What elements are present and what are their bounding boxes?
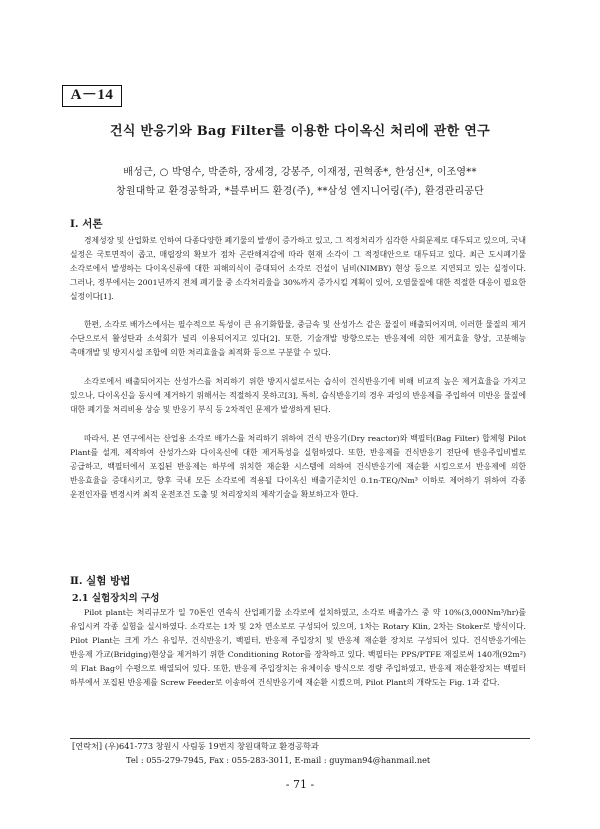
author-list: 배성근, ○ 박영수, 박준하, 장세경, 강봉주, 이재정, 권혁종*, 한성신*, 이조영** <box>123 167 477 178</box>
contact-phone-email: Tel : 055-279-7945, Fax : 055-283-3011, E-mail : guyman94@hanmail.net <box>126 755 431 765</box>
affiliation-list: 창원대학교 환경공학과, *블루버드 환경(주), **삼성 엔지니어링(주), 환경관리공단 <box>115 186 485 197</box>
subsection-heading-apparatus: 2.1 실험장치의 구성 <box>72 593 160 604</box>
intro-paragraph-3: 소각로에서 배출되어지는 산성가스를 처리하기 위한 방지시설로서는 습식이 건식반응기에 비해 비교적 높은 제거효율을 가지고 있으나, 다이옥신을 동시에 제거하기 위해서는 적절하지 못하고[3], 특히, 습식반응기의 경우 과잉의 반응제를 주입하여 미반응 물질에 대한 폐기물 처리비용 상승 및 반응기 부식 등 2차적인 문제가 발생하게 된다. <box>70 377 526 414</box>
section-heading-methods: Ⅱ. 실험 방법 <box>70 575 131 587</box>
page-number: - 71 - <box>285 778 315 791</box>
paper-title: 건식 반응기와 Bag Filter를 이용한 다이옥신 처리에 관한 연구 <box>109 124 491 139</box>
contact-address: [연락처] (우)641-773 창원시 사림동 19번지 창원대학교 환경공학과 <box>72 741 319 751</box>
intro-paragraph-1: 경제성장 및 산업화로 인하여 다종다양한 폐기물의 발생이 증가하고 있고, 그 적정처리가 심각한 사회문제로 대두되고 있으며, 국내 실정은 국토면적이 좁고, 매립장의 확보가 점차 곤란해져감에 따라 현재 소각이 그 적정대안으로 대두되고 있다. 최근 도시폐기물 소각로에서 발생하는 다이옥신류에 대한 피해의식이 증대되어 소각로 건설이 님비(NIMBY) 현상 등으로 지연되고 있는 실정이다. 그러나, 정부에서는 2001년까지 전체 폐기물 중 소각처리율을 30%까지 증가시킬 계획이 있어, 오염물질에 대한 적절한 대응이 필요한 실정이다[1]. <box>70 236 526 301</box>
intro-paragraph-4: 따라서, 본 연구에서는 산업용 소각로 배가스를 처리하기 위하여 건식 반응기(Dry reactor)와 백필터(Bag Filter) 합체형 Pilot Plant를 설계, 제작하여 산성가스와 다이옥신에 대한 제거특성을 실험하였다. 또한, 반응제를 건식반응기 전단에 반응주입비별로 공급하고, 백필터에서 포집된 반응제는 하부에 위치한 재순환 시스템에 의하여 건식반응기에 재순환 시킴으로서 반응제에 의한 반응효율을 증대시키고, 향후 국내 모든 소각로에 적용될 다이옥신 배출기준치인 0.1n-TEQ/Nm³ 이하로 제어하기 위하여 각종 운전인자를 변경시켜 최적 운전조건 도출 및 처리장치의 제작기술을 확보하고자 한다. <box>70 434 526 499</box>
intro-paragraph-2: 한편, 소각로 배가스에서는 필수적으로 독성이 큰 유기화합물, 중금속 및 산성가스 같은 물질이 배출되어지며, 이러한 물질의 제거 수단으로서 활성탄과 소석회가 널리 이용되어지고 있다[2]. 또한, 기술개발 방향으로는 반응제에 의한 제거효율 향상, 고분해능 촉매개발 및 방지시설 조합에 의한 처리효율을 최적화 등으로 구분할 수 있다. <box>70 320 526 357</box>
methods-paragraph: Pilot plant는 처리규모가 일 70톤인 연속식 산업폐기물 소각로에 설치하였고, 소각로 배출가스 중 약 10%(3,000Nm³/hr)를 유입시켜 각종 실험을 실시하였다. 소각로는 1차 및 2차 연소로로 구성되어 있으며, 1차는 Rotary Klin, 2차는 Stoker로 방식이다. Pilot Plant는 크게 가스 유입부, 건식반응기, 백필터, 반응제 주입장치 및 반응제 재순환 장치로 구성되어 있다. 건식반응기에는 반응제 가교(Bridging)현상을 제거하기 위한 Conditioning Rotor를 장착하고 있다. 백필터는 PPS/PTFE 재질로써 140개(92m²)의 Flat Bag이 수평으로 배열되어 있다. 또한, 반응제 주입장치는 유체이송 방식으로 정량 주입하였고, 반응제 재순환장치는 백필터 하부에서 포집된 반응제를 Screw Feeder로 이송하여 건식반응기에 재순환 시켰으며, Pilot Plant의 개략도는 Fig. 1과 같다. <box>70 608 526 687</box>
section-heading-introduction: Ⅰ. 서론 <box>70 218 103 230</box>
footer-rule <box>70 738 530 739</box>
paper-id-badge: A－14 <box>62 85 122 107</box>
